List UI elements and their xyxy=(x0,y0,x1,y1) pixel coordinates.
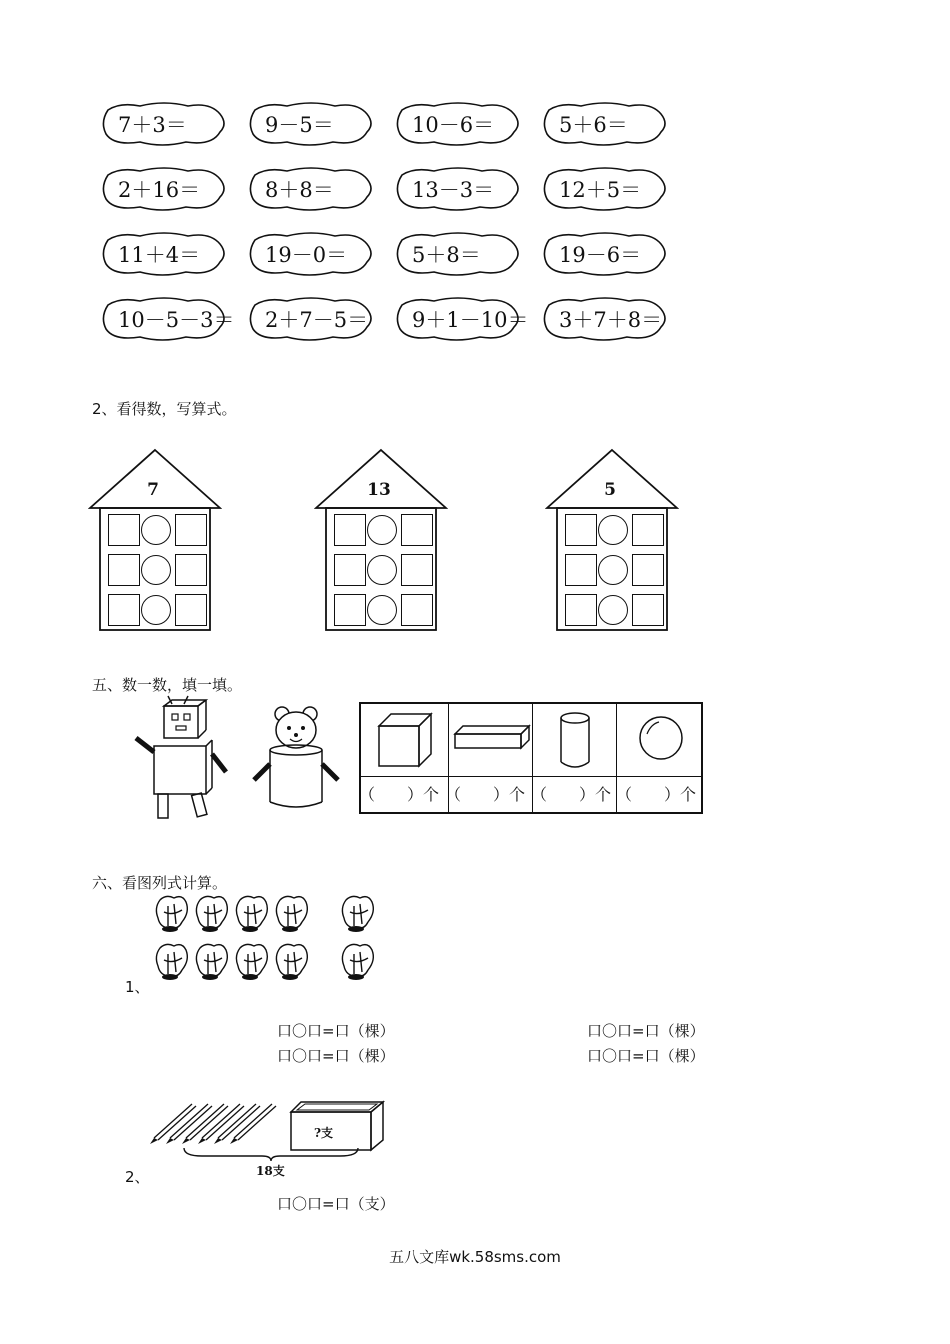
operator-circle[interactable] xyxy=(141,515,171,545)
operator-circle[interactable] xyxy=(598,595,628,625)
answer-box[interactable] xyxy=(565,554,597,586)
answer-box[interactable] xyxy=(175,554,207,586)
answer-box[interactable] xyxy=(565,594,597,626)
equation-text[interactable]: 10－6＝ xyxy=(412,113,495,137)
equation-text[interactable]: 8＋8＝ xyxy=(265,178,334,202)
answer-box[interactable] xyxy=(108,594,140,626)
equation-text[interactable]: 2＋16＝ xyxy=(118,178,201,202)
house-number: 5 xyxy=(604,480,616,500)
cloud-equation xyxy=(247,100,375,148)
cloud-equation xyxy=(247,295,375,343)
answer-box[interactable] xyxy=(334,554,366,586)
cabbage-group xyxy=(152,892,392,992)
equation-blank[interactable]: 口〇口=口（棵） xyxy=(277,1047,395,1065)
section-heading: 2、看得数，写算式。 xyxy=(92,400,237,418)
count-blank[interactable]: （ ）个 xyxy=(616,785,697,804)
count-blank[interactable]: （ ）个 xyxy=(445,785,526,804)
question-number: 2、 xyxy=(125,1168,150,1186)
cloud-equation xyxy=(394,230,522,278)
cloud-equation xyxy=(100,295,235,343)
section-heading: 六、看图列式计算。 xyxy=(92,874,228,892)
equation-text[interactable]: 7＋3＝ xyxy=(118,113,187,137)
number-house xyxy=(88,448,218,632)
answer-box[interactable] xyxy=(401,554,433,586)
table-divider xyxy=(361,776,701,777)
equation-text[interactable]: 19－6＝ xyxy=(559,243,642,267)
section-heading: 五、数一数，填一填。 xyxy=(92,676,243,694)
equation-text[interactable]: 19－0＝ xyxy=(265,243,348,267)
question-number: 1、 xyxy=(125,978,150,996)
cloud-equation xyxy=(247,165,375,213)
answer-box[interactable] xyxy=(401,514,433,546)
operator-circle[interactable] xyxy=(367,595,397,625)
equation-text[interactable]: 5＋8＝ xyxy=(412,243,481,267)
cloud-equation xyxy=(100,100,228,148)
answer-box[interactable] xyxy=(401,594,433,626)
equation-text[interactable]: 9－5＝ xyxy=(265,113,334,137)
operator-circle[interactable] xyxy=(367,555,397,585)
answer-box[interactable] xyxy=(632,514,664,546)
operator-circle[interactable] xyxy=(598,515,628,545)
answer-box[interactable] xyxy=(334,594,366,626)
answer-box[interactable] xyxy=(334,514,366,546)
equation-blank[interactable]: 口〇口=口（支） xyxy=(277,1195,395,1213)
count-blank[interactable]: （ ）个 xyxy=(531,785,612,804)
answer-box[interactable] xyxy=(632,594,664,626)
footer-watermark: 五八文库wk.58sms.com xyxy=(389,1248,561,1266)
cloud-equation xyxy=(100,230,228,278)
cloud-equation xyxy=(394,295,529,343)
house-number: 7 xyxy=(147,480,159,500)
cloud-equation xyxy=(394,165,522,213)
operator-circle[interactable] xyxy=(367,515,397,545)
equation-text[interactable]: 12＋5＝ xyxy=(559,178,642,202)
cloud-equation xyxy=(541,230,669,278)
equation-text[interactable]: 9＋1－10＝ xyxy=(412,308,529,332)
box-label: ?支 xyxy=(314,1126,334,1140)
operator-circle[interactable] xyxy=(598,555,628,585)
equation-text[interactable]: 2＋7－5＝ xyxy=(265,308,369,332)
number-house xyxy=(545,448,675,632)
equation-text[interactable]: 13－3＝ xyxy=(412,178,495,202)
equation-text[interactable]: 5＋6＝ xyxy=(559,113,628,137)
brace-icon xyxy=(182,1146,360,1162)
operator-circle[interactable] xyxy=(141,595,171,625)
brace-label: 18支 xyxy=(256,1164,285,1178)
bear-figure xyxy=(248,702,344,812)
equation-text[interactable]: 3＋7＋8＝ xyxy=(559,308,663,332)
equation-text[interactable]: 11＋4＝ xyxy=(118,243,201,267)
answer-box[interactable] xyxy=(108,554,140,586)
answer-box[interactable] xyxy=(565,514,597,546)
operator-circle[interactable] xyxy=(141,555,171,585)
answer-box[interactable] xyxy=(175,514,207,546)
cloud-equation xyxy=(247,230,375,278)
cloud-equation xyxy=(541,165,669,213)
answer-box[interactable] xyxy=(175,594,207,626)
equation-blank[interactable]: 口〇口=口（棵） xyxy=(587,1047,705,1065)
sphere-icon xyxy=(637,712,687,766)
pencils-icon xyxy=(148,1098,278,1146)
equation-blank[interactable]: 口〇口=口（棵） xyxy=(277,1022,395,1040)
cloud-equation xyxy=(394,100,522,148)
cloud-equation xyxy=(541,100,669,148)
count-table xyxy=(359,702,703,814)
house-number: 13 xyxy=(367,480,391,500)
equation-text[interactable]: 10－5－3＝ xyxy=(118,308,235,332)
count-blank[interactable]: （ ）个 xyxy=(359,785,440,804)
cloud-equation xyxy=(100,165,228,213)
cuboid-icon xyxy=(453,720,533,760)
answer-box[interactable] xyxy=(632,554,664,586)
answer-box[interactable] xyxy=(108,514,140,546)
robot-figure xyxy=(128,692,233,822)
number-house xyxy=(314,448,444,632)
cube-icon xyxy=(375,710,439,770)
equation-blank[interactable]: 口〇口=口（棵） xyxy=(587,1022,705,1040)
cylinder-icon xyxy=(557,710,597,772)
cloud-equation xyxy=(541,295,669,343)
